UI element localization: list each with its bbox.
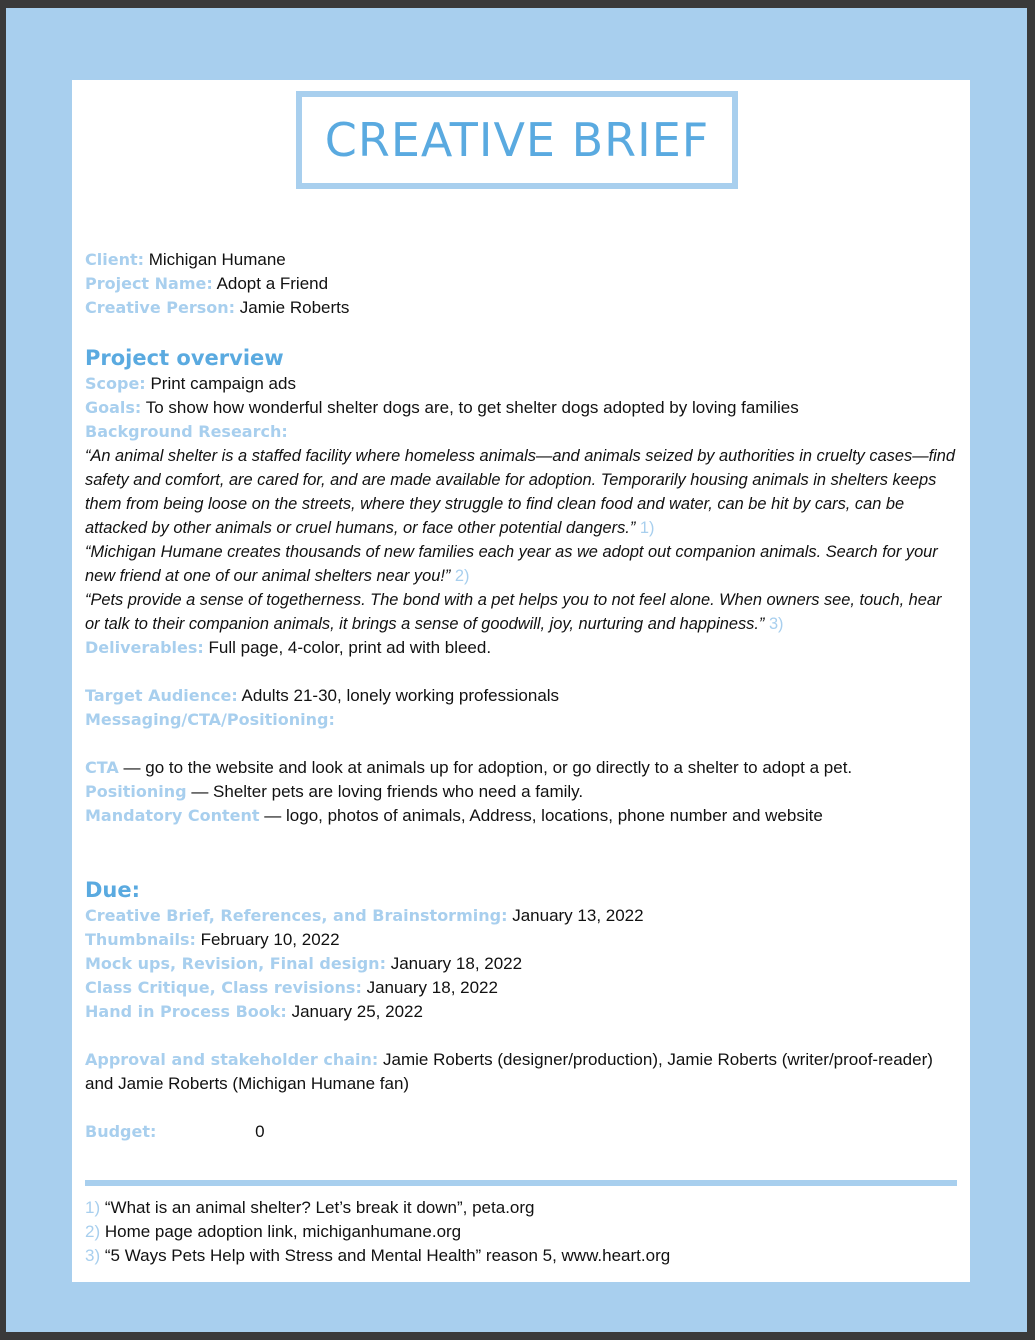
goals-line	[85, 396, 960, 420]
deliverables-line	[85, 636, 960, 660]
scope-line	[85, 372, 960, 396]
footnote-number: 1)	[85, 1198, 101, 1217]
background-heading-line	[85, 420, 960, 444]
messaging-line	[85, 708, 960, 732]
budget-line	[85, 1120, 960, 1144]
due-item-value: February 10, 2022	[200, 930, 340, 949]
document-page	[72, 80, 970, 1282]
quote-text: “An animal shelter is a staffed facility where homeless animals—and animals seized by authorities in cruelty cases—find safety and comfort, are cared for, and are made available for adoption. Temporarily housing animals in shelters keeps them from being loose on the streets, where they struggle to find clean food and water, can be hit by cars, can be attacked by other animals or cruel humans, or face other potential dangers.”	[85, 447, 956, 537]
quote-text: “Pets provide a sense of togetherness. The bond with a pet helps you to not feel alone. When owners see, touch, hear or talk to their companion animals, it brings a sense of goodwill, joy, nurturing and happiness.”	[85, 591, 942, 633]
client-line	[85, 248, 960, 272]
positioning-value: — Shelter pets are loving friends who need a family.	[191, 782, 584, 801]
approval-value: Jamie Roberts (designer/production), Jamie Roberts (writer/proof-reader) and Jamie Roberts (Michigan Humane fan)	[85, 1050, 933, 1093]
footnote-item	[85, 1196, 960, 1220]
due-item-value: January 18, 2022	[366, 978, 498, 997]
quote-ref: 2)	[454, 567, 470, 585]
footnote-item	[85, 1244, 960, 1268]
target-audience-value: Adults 21-30, lonely working professionals	[241, 686, 560, 705]
due-item	[85, 904, 960, 928]
quote-ref: 1)	[639, 519, 655, 537]
project-name-line	[85, 272, 960, 296]
deliverables-label: Deliverables:	[85, 638, 204, 657]
scope-label: Scope:	[85, 374, 146, 393]
client-label: Client:	[85, 250, 144, 269]
client-value: Michigan Humane	[148, 250, 286, 269]
overview-heading: Project overview	[85, 346, 284, 370]
footnote-item	[85, 1220, 960, 1244]
budget-value: 0	[255, 1122, 265, 1141]
background-quote-3	[85, 588, 960, 636]
mandatory-value: — logo, photos of animals, Address, locations, phone number and website	[264, 806, 823, 825]
due-item-value: January 25, 2022	[291, 1002, 423, 1021]
title-box	[296, 91, 738, 189]
due-item-label: Mock ups, Revision, Final design:	[85, 954, 386, 973]
approval-line	[85, 1048, 960, 1096]
footnote-text: “What is an animal shelter? Let’s break it down”, peta.org	[104, 1198, 535, 1217]
scope-value: Print campaign ads	[150, 374, 296, 393]
budget-label: Budget:	[85, 1122, 157, 1141]
creative-person-value: Jamie Roberts	[239, 298, 350, 317]
cta-value: — go to the website and look at animals up for adoption, or go directly to a shelter to adopt a pet.	[123, 758, 853, 777]
due-item-value: January 13, 2022	[512, 906, 644, 925]
project-name-value: Adopt a Friend	[216, 274, 329, 293]
quote-text: “Michigan Humane creates thousands of new families each year as we adopt out companion animals. Search for your new friend at one of our animal shelters near you!”	[85, 543, 938, 585]
creative-person-line	[85, 296, 960, 320]
due-item-label: Creative Brief, References, and Brainstorming:	[85, 906, 508, 925]
due-item-label: Hand in Process Book:	[85, 1002, 287, 1021]
footnote-text: “5 Ways Pets Help with Stress and Mental Health” reason 5, www.heart.org	[104, 1246, 671, 1265]
due-item	[85, 1000, 960, 1024]
due-item-label: Class Critique, Class revisions:	[85, 978, 362, 997]
due-item-value: January 18, 2022	[390, 954, 523, 973]
deliverables-value: Full page, 4-color, print ad with bleed.	[208, 638, 492, 657]
target-audience-label: Target Audience:	[85, 686, 238, 705]
positioning-label: Positioning	[85, 782, 187, 801]
mandatory-line	[85, 804, 960, 828]
messaging-label: Messaging/CTA/Positioning:	[85, 710, 335, 729]
due-heading: Due:	[85, 878, 141, 902]
brief-content	[85, 248, 960, 1144]
quote-ref: 3)	[768, 615, 784, 633]
goals-label: Goals:	[85, 398, 142, 417]
goals-value: To show how wonderful shelter dogs are, to get shelter dogs adopted by loving families	[145, 398, 799, 417]
mandatory-label: Mandatory Content	[85, 806, 260, 825]
footnotes	[85, 1196, 960, 1268]
cta-line	[85, 756, 960, 780]
footnote-number: 3)	[85, 1246, 101, 1265]
page-title: CREATIVE BRIEF	[324, 113, 710, 167]
approval-label: Approval and stakeholder chain:	[85, 1050, 379, 1069]
page-frame	[6, 8, 1027, 1332]
footnote-text: Home page adoption link, michiganhumane.org	[104, 1222, 462, 1241]
background-quote-2	[85, 540, 960, 588]
footnote-divider	[85, 1180, 957, 1186]
background-quote-1	[85, 444, 960, 540]
due-item-label: Thumbnails:	[85, 930, 196, 949]
due-item	[85, 928, 960, 952]
footnote-number: 2)	[85, 1222, 101, 1241]
background-label: Background Research:	[85, 422, 288, 441]
positioning-line	[85, 780, 960, 804]
creative-person-label: Creative Person:	[85, 298, 236, 317]
due-item	[85, 952, 960, 976]
due-item	[85, 976, 960, 1000]
cta-label: CTA	[85, 758, 119, 777]
project-name-label: Project Name:	[85, 274, 213, 293]
target-audience-line	[85, 684, 960, 708]
